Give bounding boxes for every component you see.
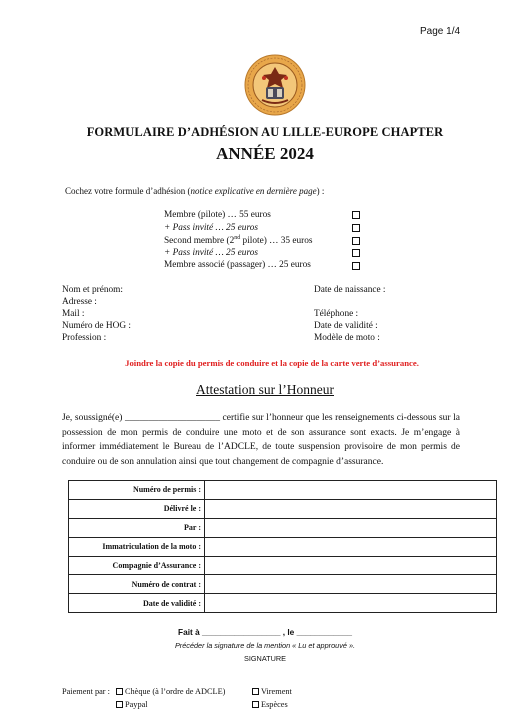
license-number-field[interactable] [205, 481, 497, 500]
paypal-checkbox[interactable] [116, 701, 123, 708]
cheque-checkbox[interactable] [116, 688, 123, 695]
field-birth-date: Date de naissance : [314, 285, 386, 295]
payment-cheque[interactable] [116, 687, 225, 696]
signature-place-date: Fait à _________________ , le ____________ [178, 627, 352, 637]
validity-field[interactable] [205, 594, 497, 613]
option-guest-pass-1: + Pass invité … 25 euros [164, 223, 258, 233]
option-second-member-checkbox[interactable] [352, 237, 360, 245]
field-validity-date: Date de validité : [314, 321, 378, 331]
option-guest-pass-2: + Pass invité … 25 euros [164, 248, 258, 258]
license-insurance-table [68, 480, 497, 613]
attestation-text: Je, soussigné(e) ____________________ certifie sur l’honneur que les renseignements ci-dessous sur la possession de mon permis de conduire une moto et de son assurance sont exacts. Je m’engage à informer immédiatement le Bureau de l’ADCLE, de toute suspension provisoire de mon permis de conduire ou de son annulation ainsi que tout changement de compagnie d’assurance. [62, 413, 460, 467]
table-row [69, 575, 497, 594]
row-label-insurer: Compagnie d’Assurance : [69, 556, 205, 575]
payment-virement[interactable] [252, 687, 292, 696]
issued-on-field[interactable] [205, 499, 497, 518]
option-associate-member: Membre associé (passager) … 25 euros [164, 260, 311, 270]
signature-note: Précéder la signature de la mention « Lu et approuvé ». [174, 641, 356, 650]
table-row [69, 481, 497, 500]
virement-checkbox[interactable] [252, 688, 259, 695]
table-row [69, 537, 497, 556]
row-label-contract-number: Numéro de contrat : [69, 575, 205, 594]
row-label-validity: Date de validité : [69, 594, 205, 613]
payment-label: Paiement par : [62, 687, 110, 696]
attestation-title: Attestation sur l’Honneur [196, 382, 334, 397]
option-member-pilot: Membre (pilote) … 55 euros [164, 210, 271, 220]
table-row [69, 556, 497, 575]
field-address: Adresse : [62, 297, 97, 307]
choose-instruction [65, 186, 324, 196]
registration-field[interactable] [205, 537, 497, 556]
option-associate-member-checkbox[interactable] [352, 262, 360, 270]
issued-by-field[interactable] [205, 518, 497, 537]
insurer-field[interactable] [205, 556, 497, 575]
field-hog-number: Numéro de HOG : [62, 321, 131, 331]
option-guest-pass-1-checkbox[interactable] [352, 224, 360, 232]
option-member-pilot-checkbox[interactable] [352, 211, 360, 219]
choose-prefix: Cochez votre formule d’adhésion ( [65, 186, 191, 196]
row-label-issued-on: Délivré le : [69, 499, 205, 518]
payment-especes[interactable] [252, 700, 288, 709]
signature-label: SIGNATURE [243, 654, 287, 663]
paypal-label: Paypal [125, 700, 148, 709]
contract-number-field[interactable] [205, 575, 497, 594]
field-profession: Profession : [62, 333, 107, 343]
table-row [69, 518, 497, 537]
choose-suffix: ) : [316, 186, 325, 196]
table-row [69, 594, 497, 613]
option-guest-pass-2-checkbox[interactable] [352, 249, 360, 257]
especes-checkbox[interactable] [252, 701, 259, 708]
table-row [69, 499, 497, 518]
field-name: Nom et prénom: [62, 285, 123, 295]
option-second-member-a: Second membre (2 [164, 236, 235, 247]
row-label-registration: Immatriculation de la moto : [69, 537, 205, 556]
option-second-member [164, 235, 313, 246]
field-mail: Mail : [62, 309, 85, 319]
documents-warning: Joindre la copie du permis de conduire et la copie de la carte verte d’assurance. [125, 358, 419, 368]
choose-note: notice explicative en dernière page [190, 186, 317, 196]
cheque-label: Chèque (à l’ordre de ADCLE) [125, 687, 226, 696]
form-title: FORMULAIRE D’ADHÉSION AU LILLE-EUROPE CHAPTER [86, 125, 444, 139]
row-label-issued-by: Par : [69, 518, 205, 537]
option-second-member-b: pilote) … 35 euros [240, 236, 313, 247]
field-phone: Téléphone : [314, 309, 359, 319]
chapter-logo [244, 54, 306, 116]
row-label-license-number: Numéro de permis : [69, 481, 205, 500]
field-moto-model: Modèle de moto : [314, 333, 380, 343]
option-second-member-sup: nd [234, 235, 241, 241]
virement-label: Virement [261, 687, 292, 696]
page-number: Page 1/4 [420, 26, 461, 37]
form-year: ANNÉE 2024 [216, 144, 314, 163]
especes-label: Espèces [261, 700, 288, 709]
payment-paypal[interactable] [116, 700, 148, 709]
